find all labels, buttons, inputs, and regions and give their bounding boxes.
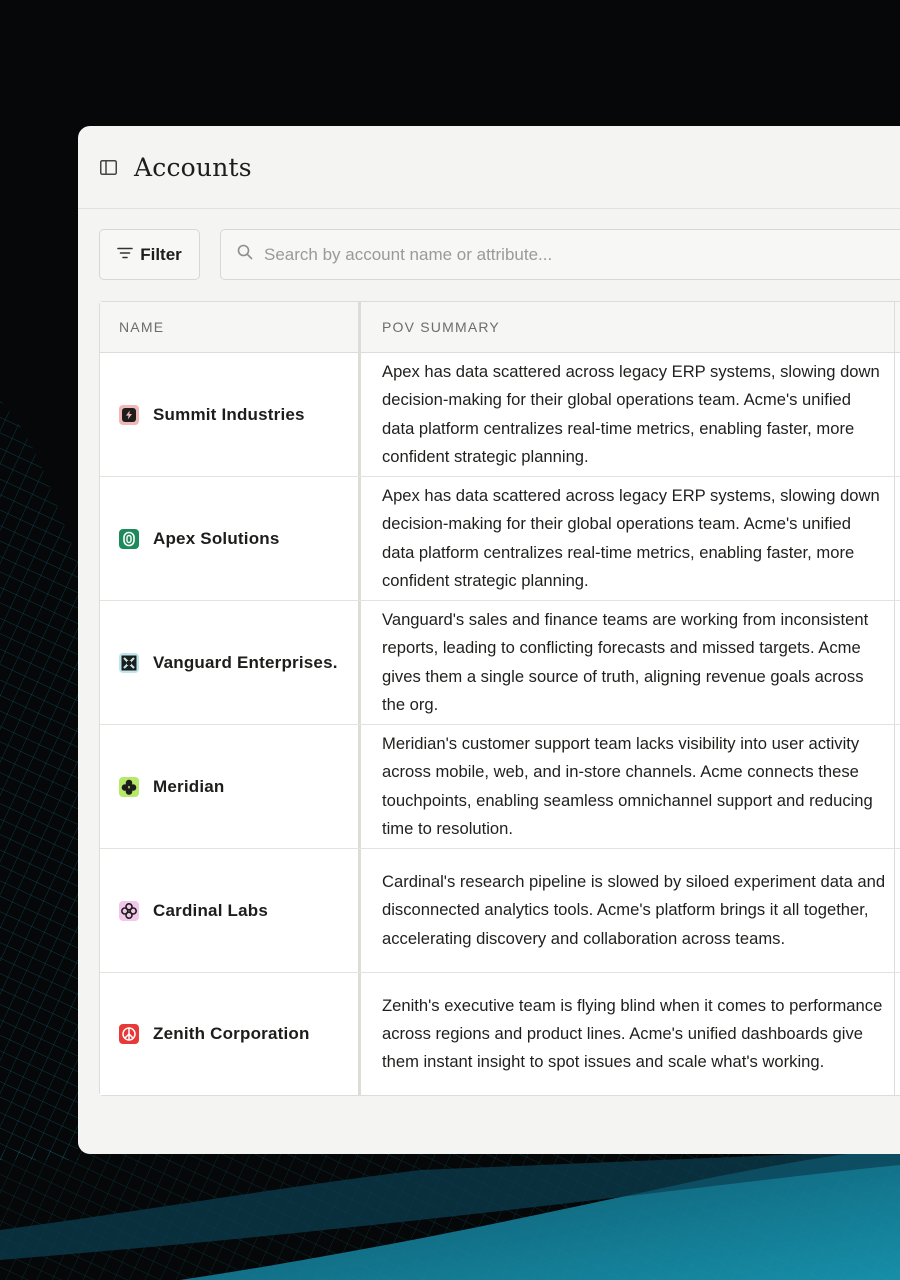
name-cell: [100, 353, 361, 476]
name-cell: [100, 477, 361, 600]
summit-logo-icon: [119, 405, 139, 425]
header: [78, 126, 900, 209]
apex-logo-icon: [119, 529, 139, 549]
summary-text: Cardinal's research pipeline is slowed by siloed experiment data and disconnected analytics tools. Acme's platform brings it all together, accelerating discovery and collaboration across teams.: [382, 872, 886, 948]
table-header: [100, 302, 900, 353]
cardinal-logo-icon: [119, 901, 139, 921]
name-cell: [100, 849, 361, 972]
table-row[interactable]: [100, 725, 900, 849]
summary-cell: [361, 353, 895, 476]
column-header-pov-summary[interactable]: POV SUMMARY: [361, 302, 895, 352]
name-cell: [100, 601, 361, 724]
company-name: Summit Industries: [153, 404, 305, 424]
company-name: Zenith Corporation: [153, 1024, 310, 1043]
name-cell: [100, 973, 361, 1095]
summary-cell: [361, 849, 895, 972]
accounts-table: [99, 301, 900, 1096]
name-cell: [100, 725, 361, 848]
page-title: Accounts: [134, 152, 252, 182]
summary-text: Vanguard's sales and finance teams are working from inconsistent reports, leading to conflicting forecasts and missed targets. Acme gives them a single source of truth, aligning revenue goals across the org.: [382, 609, 869, 714]
summary-cell: [361, 477, 895, 600]
summary-text: Zenith's executive team is flying blind when it comes to performance across regions and product lines. Acme's unified dashboards give them instant insight to spot issues and scale what's working.: [382, 995, 883, 1072]
toolbar: [99, 229, 900, 280]
table-row[interactable]: [100, 353, 900, 477]
table-row[interactable]: [100, 973, 900, 1095]
company-name: Meridian: [153, 776, 225, 796]
company-name: Vanguard Enterprises.: [153, 652, 338, 672]
search-icon: [237, 244, 253, 265]
filter-button[interactable]: [99, 229, 200, 280]
search-input[interactable]: [262, 244, 866, 266]
summary-cell: [361, 973, 895, 1095]
summary-text: Apex has data scattered across legacy ERP systems, slowing down decision-making for their global operations team. Acme's unified data platform centralizes real-time metrics, enabling faster, more confident strategic planning.: [382, 361, 880, 466]
search-box[interactable]: [220, 229, 900, 280]
filter-icon: [117, 246, 133, 264]
table-row[interactable]: [100, 849, 900, 973]
table-row[interactable]: [100, 601, 900, 725]
summary-text: Meridian's customer support team lacks visibility into user activity across mobile, web, and in-store channels. Acme connects these touchpoints, enabling seamless omnichannel support and reducing time to resolution.: [382, 733, 873, 838]
company-name: Apex Solutions: [153, 528, 280, 548]
vanguard-logo-icon: [119, 653, 139, 673]
column-header-name[interactable]: NAME: [100, 302, 361, 352]
summary-cell: [361, 725, 895, 848]
sidebar-toggle-icon[interactable]: [100, 158, 118, 176]
table-row[interactable]: [100, 477, 900, 601]
meridian-logo-icon: [119, 777, 139, 797]
filter-label: Filter: [140, 244, 182, 264]
accounts-window: [78, 126, 900, 1154]
company-name: Cardinal Labs: [153, 900, 269, 920]
zenith-logo-icon: [119, 1024, 139, 1044]
summary-cell: [361, 601, 895, 724]
summary-text: Apex has data scattered across legacy ERP systems, slowing down decision-making for their global operations team. Acme's unified data platform centralizes real-time metrics, enabling faster, more confident strategic planning.: [382, 485, 880, 590]
